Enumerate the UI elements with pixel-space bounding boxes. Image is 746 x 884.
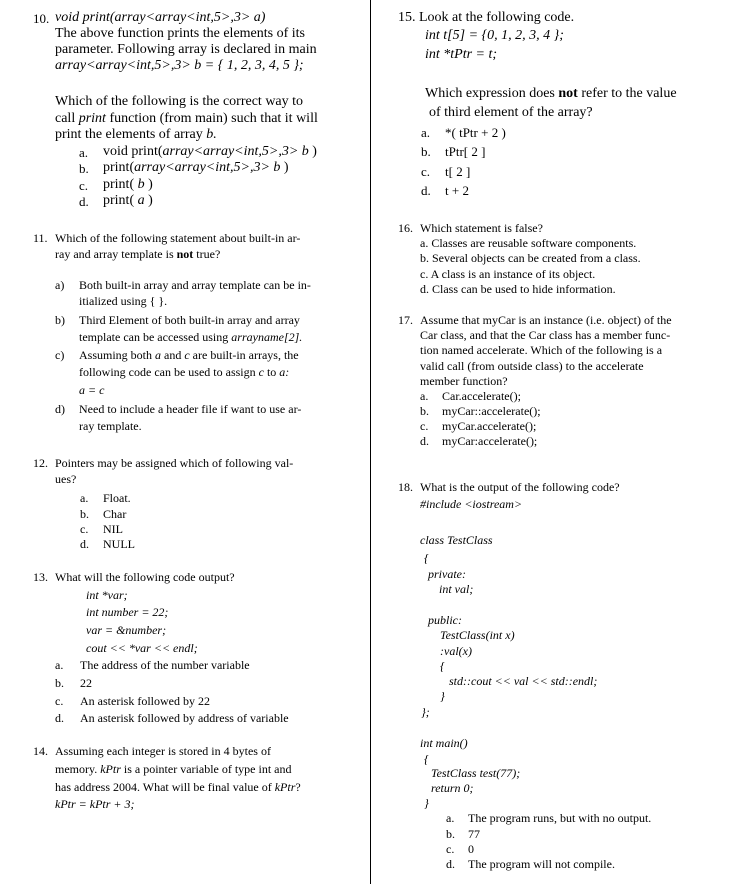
option-letter: c. (421, 164, 431, 179)
option-c-cont: following code can be used to assign c to a: (79, 365, 290, 379)
option-letter: a) (55, 278, 65, 292)
option-d[interactable]: print( a ) (103, 193, 153, 208)
question-text: Assuming each integer is stored in 4 bytes of (55, 744, 271, 758)
code-line: public: (428, 613, 462, 627)
question-text: parameter. Following array is declared in main (55, 42, 317, 57)
question-text: ues? (55, 472, 77, 486)
option-d[interactable]: t + 2 (445, 183, 469, 198)
code-line: { (424, 551, 429, 565)
question-text: Which expression does not refer to the value (425, 86, 677, 101)
question-number: 18. (398, 480, 413, 494)
question-text: has address 2004. What will be final value of kPtr? (55, 780, 301, 794)
option-letter: d. (80, 537, 89, 551)
option-d[interactable]: An asterisk followed by address of variable (80, 711, 289, 725)
question-text: tion named accelerate. Which of the following is a (420, 343, 663, 357)
option-letter: c. (446, 842, 455, 856)
option-b[interactable]: tPtr[ 2 ] (445, 144, 486, 159)
function-signature: void print(array<array<int,5>,3> a) (55, 10, 266, 25)
option-letter: b. (79, 161, 89, 176)
code-line: int *tPtr = t; (425, 47, 498, 62)
option-b[interactable]: print(array<array<int,5>,3> b ) (103, 160, 289, 175)
code-line: int val; (439, 582, 474, 596)
question-text: The above function prints the elements of its (55, 26, 305, 41)
option-d[interactable]: d. Class can be used to hide information. (420, 282, 616, 296)
question-text: Assume that myCar is an instance (i.e. object) of the (420, 313, 672, 327)
option-letter: b) (55, 313, 65, 327)
option-c[interactable]: 0 (468, 842, 474, 856)
option-d[interactable]: NULL (103, 537, 135, 551)
question-text: valid call (from outside class) to the accelerate (420, 359, 644, 373)
option-letter: b. (421, 144, 431, 159)
option-letter: c. (420, 419, 429, 433)
question-text: Car class, and that the Car class has a member func- (420, 328, 671, 342)
question-number: 17. (398, 313, 413, 327)
question-text: call print function (from main) such that it will (55, 111, 318, 126)
question-number: 13. (33, 570, 48, 584)
option-d-cont: ray template. (79, 419, 142, 433)
code-line: kPtr = kPtr + 3; (55, 797, 135, 811)
code-line: { (424, 752, 429, 766)
code-line: #include <iostream> (420, 497, 523, 511)
question-text: ray and array template is not true? (55, 247, 221, 261)
option-letter: c) (55, 348, 65, 362)
option-letter: a. (421, 125, 431, 140)
option-a[interactable]: a. Classes are reusable software components. (420, 236, 637, 250)
option-d[interactable]: myCar:accelerate(); (442, 434, 538, 448)
option-letter: d. (420, 434, 429, 448)
option-letter: a. (80, 491, 89, 505)
option-b[interactable]: b. Several objects can be created from a class. (420, 251, 641, 265)
option-a-cont: itialized using { }. (79, 294, 168, 308)
question-text: What will the following code output? (55, 570, 235, 584)
option-b[interactable]: 22 (80, 676, 92, 690)
question-number: 14. (33, 744, 48, 758)
code-line: }; (421, 705, 430, 719)
question-text: print the elements of array b. (55, 127, 217, 142)
option-letter: a. (446, 811, 455, 825)
question-text: memory. kPtr is a pointer variable of type int and (55, 762, 292, 776)
option-b[interactable]: Char (103, 507, 127, 521)
question-text: Which of the following statement about built-in ar- (55, 231, 301, 245)
question-text: What is the output of the following code? (420, 480, 620, 494)
option-letter: d. (79, 194, 89, 209)
option-letter: b. (55, 676, 64, 690)
code-line: } (424, 796, 429, 810)
code-line: } (440, 689, 445, 703)
code-line: TestClass(int x) (440, 628, 515, 642)
code-line: cout << *var << endl; (86, 641, 198, 655)
option-d[interactable]: The program will not compile. (468, 857, 615, 871)
code-line: private: (428, 567, 466, 581)
option-c[interactable]: An asterisk followed by 22 (80, 694, 210, 708)
option-a[interactable]: The address of the number variable (80, 658, 250, 672)
question-number: 15. (398, 10, 416, 25)
question-number: 12. (33, 456, 48, 470)
option-letter: d) (55, 402, 65, 416)
code-line: var = &number; (86, 623, 167, 637)
question-number: 11. (33, 231, 48, 245)
option-d[interactable]: Need to include a header file if want to use ar- (79, 402, 302, 416)
option-letter: c. (55, 694, 64, 708)
code-line: int main() (420, 736, 468, 750)
option-letter: d. (55, 711, 64, 725)
question-text: Pointers may be assigned which of following val- (55, 456, 294, 470)
code-line: int *var; (86, 588, 128, 602)
option-c[interactable]: c. A class is an instance of its object. (420, 267, 596, 281)
option-a[interactable]: *( tPtr + 2 ) (445, 125, 506, 140)
option-letter: b. (420, 404, 429, 418)
option-a[interactable]: Both built-in array and array template can be in- (79, 278, 311, 292)
option-b[interactable]: Third Element of both built-in array and array (79, 313, 300, 327)
option-a[interactable]: void print(array<array<int,5>,3> b ) (103, 144, 317, 159)
option-c[interactable]: t[ 2 ] (445, 164, 471, 179)
option-a[interactable]: Car.accelerate(); (442, 389, 521, 403)
option-letter: c. (80, 522, 89, 536)
question-number: 10. (33, 11, 50, 26)
question-number: 16. (398, 221, 413, 235)
option-letter: a. (55, 658, 64, 672)
option-b[interactable]: 77 (468, 827, 480, 841)
option-c[interactable]: myCar.accelerate(); (442, 419, 537, 433)
column-divider (370, 0, 371, 884)
code-line: TestClass test(77); (431, 766, 521, 780)
code-line: std::cout << val << std::endl; (449, 674, 598, 688)
code-line: class TestClass (420, 533, 493, 547)
option-c[interactable]: print( b ) (103, 177, 153, 192)
option-letter: c. (79, 178, 89, 193)
code-snippet: a = c (79, 383, 105, 397)
question-text: Look at the following code. (419, 10, 575, 25)
option-b[interactable]: myCar::accelerate(); (442, 404, 541, 418)
question-text: Which statement is false? (420, 221, 543, 235)
array-declaration: array<array<int,5>,3> b = { 1, 2, 3, 4, 5 }; (55, 58, 304, 73)
code-line: int t[5] = {0, 1, 2, 3, 4 }; (425, 28, 564, 43)
code-line: return 0; (431, 781, 474, 795)
question-text: Which of the following is the correct way to (55, 94, 304, 109)
code-line: :val(x) (440, 644, 472, 658)
option-letter: a. (420, 389, 429, 403)
option-a[interactable]: The program runs, but with no output. (468, 811, 652, 825)
option-c[interactable]: NIL (103, 522, 123, 536)
code-line: int number = 22; (86, 605, 169, 619)
option-b-cont: template can be accessed using arrayname[2]. (79, 330, 303, 344)
option-letter: b. (446, 827, 455, 841)
option-letter: b. (80, 507, 89, 521)
option-letter: a. (79, 145, 89, 160)
code-line: { (440, 659, 445, 673)
option-a[interactable]: Float. (103, 491, 131, 505)
option-c[interactable]: Assuming both a and c are built-in arrays, the (79, 348, 299, 362)
option-letter: d. (446, 857, 455, 871)
question-text: of third element of the array? (429, 105, 593, 120)
option-letter: d. (421, 183, 431, 198)
question-text: member function? (420, 374, 508, 388)
